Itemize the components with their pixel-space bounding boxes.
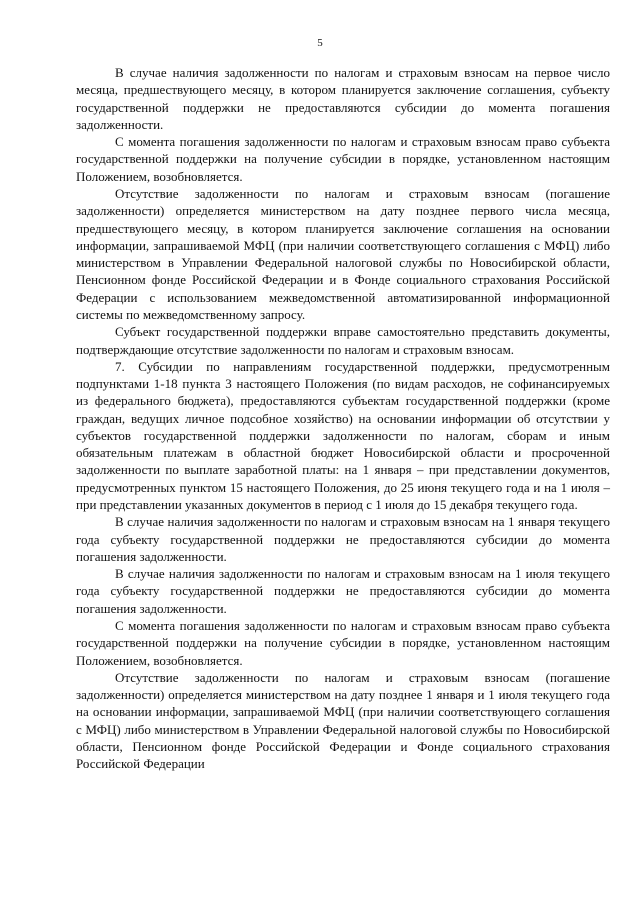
paragraph-absence-of-debt-determination: Отсутствие задолженности по налогам и страховым взносам (погашение задолженности) определяется министерством на дату позднее первого числа месяца, предшествующего месяцу, в котором планируется заключение соглашения на основании информации, запрашиваемой МФЦ (при наличии соответствующего соглашения с МФЦ) либо министерством в Управлении Федеральной налоговой службы по Новосибирской области, Пенсионном фонде Российской Федерации и в Фонде социального страхования Российской Федерации с использованием межведомственной автоматизированной информационной системы по межведомственному запросу. (76, 185, 610, 322)
paragraph-right-restored: С момента погашения задолженности по налогам и страховым взносам право субъекта государственной поддержки на получение субсидии в порядке, установленном настоящим Положением, возобновляется. (76, 134, 610, 184)
paragraph-debt-july-1: В случае наличия задолженности по налогам и страховым взносам на 1 июля текущего года субъекту государственной поддержки не предоставляются субсидии до момента погашения задолженности. (76, 566, 610, 616)
paragraph-self-submission: Субъект государственной поддержки вправе самостоятельно представить документы, подтверждающие отсутствие задолженности по налогам и страховым взносам. (76, 324, 610, 357)
document-body (76, 64, 610, 773)
paragraph-right-restored-2: С момента погашения задолженности по налогам и страховым взносам право субъекта государственной поддержки на получение субсидии в порядке, установленном настоящим Положением, возобновляется. (76, 618, 610, 668)
paragraph-absence-of-debt-determination-2: Отсутствие задолженности по налогам и страховым взносам (погашение задолженности) определяется министерством на дату позднее 1 января и 1 июля текущего года на основании информации, запрашиваемой МФЦ (при наличии соответствующего соглашения с МФЦ) либо министерством в Управлении Федеральной налоговой службы по Новосибирской области, Пенсионном фонде Российской Федерации и Фонде социального страхования Российской Федерации (76, 669, 610, 772)
paragraph-debt-first-day-of-month: В случае наличия задолженности по налогам и страховым взносам на первое число месяца, предшествующего месяцу, в котором планируется заключение соглашения, субъекту государственной поддержки не предоставляются субсидии до момента погашения задолженности. (76, 65, 610, 132)
paragraph-debt-january-1: В случае наличия задолженности по налогам и страховым взносам на 1 января текущего года субъекту государственной поддержки не предоставляются субсидии до момента погашения задолженности. (76, 514, 610, 564)
paragraph-item-7-subsidies: 7. Субсидии по направлениям государственной поддержки, предусмотренным подпунктами 1-18 пункта 3 настоящего Положения (по видам расходов, не софинансируемых из федерального бюджета), предоставляются субъектам государственной поддержки (кроме граждан, ведущих личное подсобное хозяйство) на основании информации об отсутствии у субъектов государственной поддержки задолженности по налогам, сборам и иным обязательным платежам в областной бюджет Новосибирской области и просроченной задолженности по выплате заработной платы: на 1 января – при представлении документов, предусмотренных пунктом 15 настоящего Положения, до 25 июня текущего года и на 1 июля – при представлении указанных документов в период с 1 июля до 15 декабря текущего года. (76, 358, 610, 513)
page-number: 5 (317, 37, 323, 49)
